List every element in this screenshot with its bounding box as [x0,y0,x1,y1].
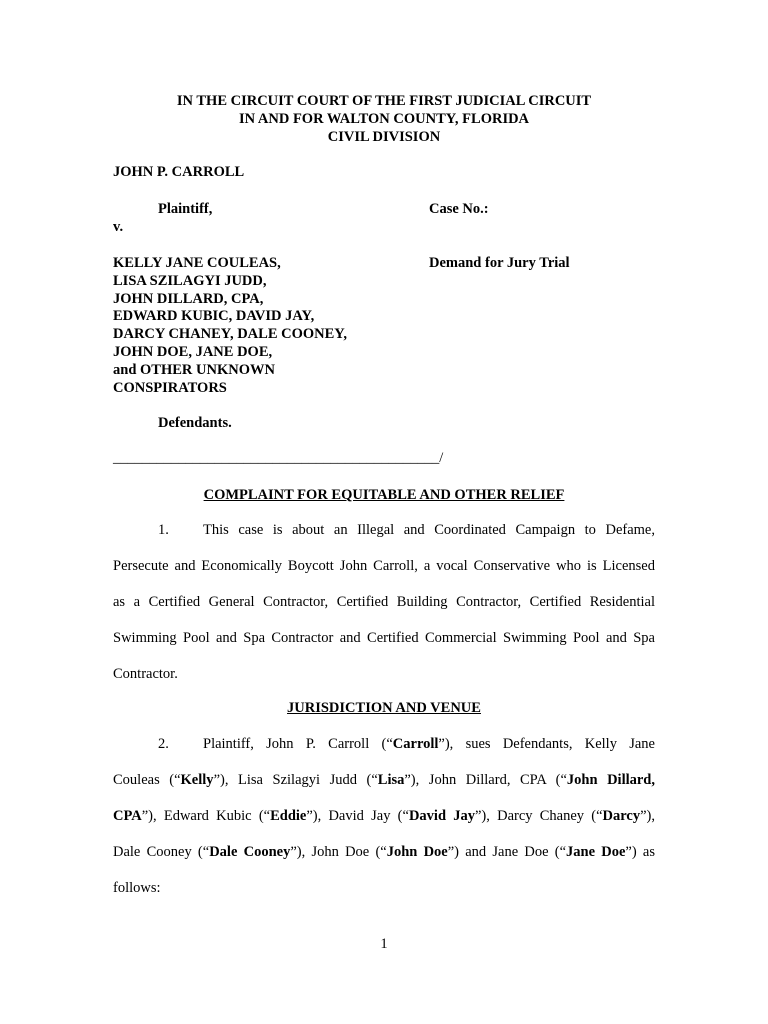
paragraph-line: follows: [113,880,161,896]
page-number: 1 [380,936,388,952]
paragraph-line: Couleas (“Kelly”), Lisa Szilagyi Judd (“Lisa”), John Dillard, CPA (“John Dillard, [113,772,655,788]
paragraph-2 [113,726,655,906]
court-heading-line1: IN THE CIRCUIT COURT OF THE FIRST JUDICIAL CIRCUIT [176,93,592,109]
paragraph-line: 2. Plaintiff, John P. Carroll (“Carroll”), sues Defendants, Kelly Jane [113,726,655,762]
paragraph-line: as a Certified General Contractor, Certified Building Contractor, Certified Residential [113,594,655,610]
defendant-line: DARCY CHANEY, DALE COONEY, [113,326,348,343]
plaintiff-name: JOHN P. CARROLL [113,164,245,180]
defendant-line: EDWARD KUBIC, DAVID JAY, [113,308,315,325]
section-heading: JURISDICTION AND VENUE [287,700,481,716]
defendant-line: and OTHER UNKNOWN [113,361,275,378]
paragraph-line: CPA”), Edward Kubic (“Eddie”), David Jay (“David Jay”), Darcy Chaney (“Darcy”), [113,808,655,824]
complaint-title: COMPLAINT FOR EQUITABLE AND OTHER RELIEF [203,487,565,503]
plaintiff-role: Plaintiff, [158,201,213,217]
signature-line: _____________________________________________/ [113,450,444,466]
jury-demand: Demand for Jury Trial [429,255,570,271]
defendant-list [113,255,347,397]
paragraph-line: Swimming Pool and Spa Contractor and Certified Commercial Swimming Pool and Spa [113,630,655,646]
paragraph-line: Contractor. [113,666,178,682]
defendants-role: Defendants. [158,415,232,431]
paragraph-line: Persecute and Economically Boycott John Carroll, a vocal Conservative who is Licensed [113,558,655,574]
paragraph-1 [113,512,655,692]
defendant-line: KELLY JANE COULEAS, [113,255,281,271]
paragraph-number: 1. [158,522,169,538]
defendant-line: JOHN DOE, JANE DOE, [113,343,273,360]
defendant-line: JOHN DILLARD, CPA, [113,290,264,307]
court-heading-line2: IN AND FOR WALTON COUNTY, FLORIDA [238,111,530,127]
case-number-label: Case No.: [429,201,489,217]
paragraph-line: Dale Cooney (“Dale Cooney”), John Doe (“John Doe”) and Jane Doe (“Jane Doe”) as [113,844,655,860]
defendant-line: LISA SZILAGYI JUDD, [113,272,267,289]
defendant-line: CONSPIRATORS [113,379,227,396]
paragraph-line: 1. This case is about an Illegal and Coordinated Campaign to Defame, [113,512,655,548]
versus: v. [113,219,124,235]
paragraph-number: 2. [158,736,169,752]
court-heading-line3: CIVIL DIVISION [327,129,441,145]
